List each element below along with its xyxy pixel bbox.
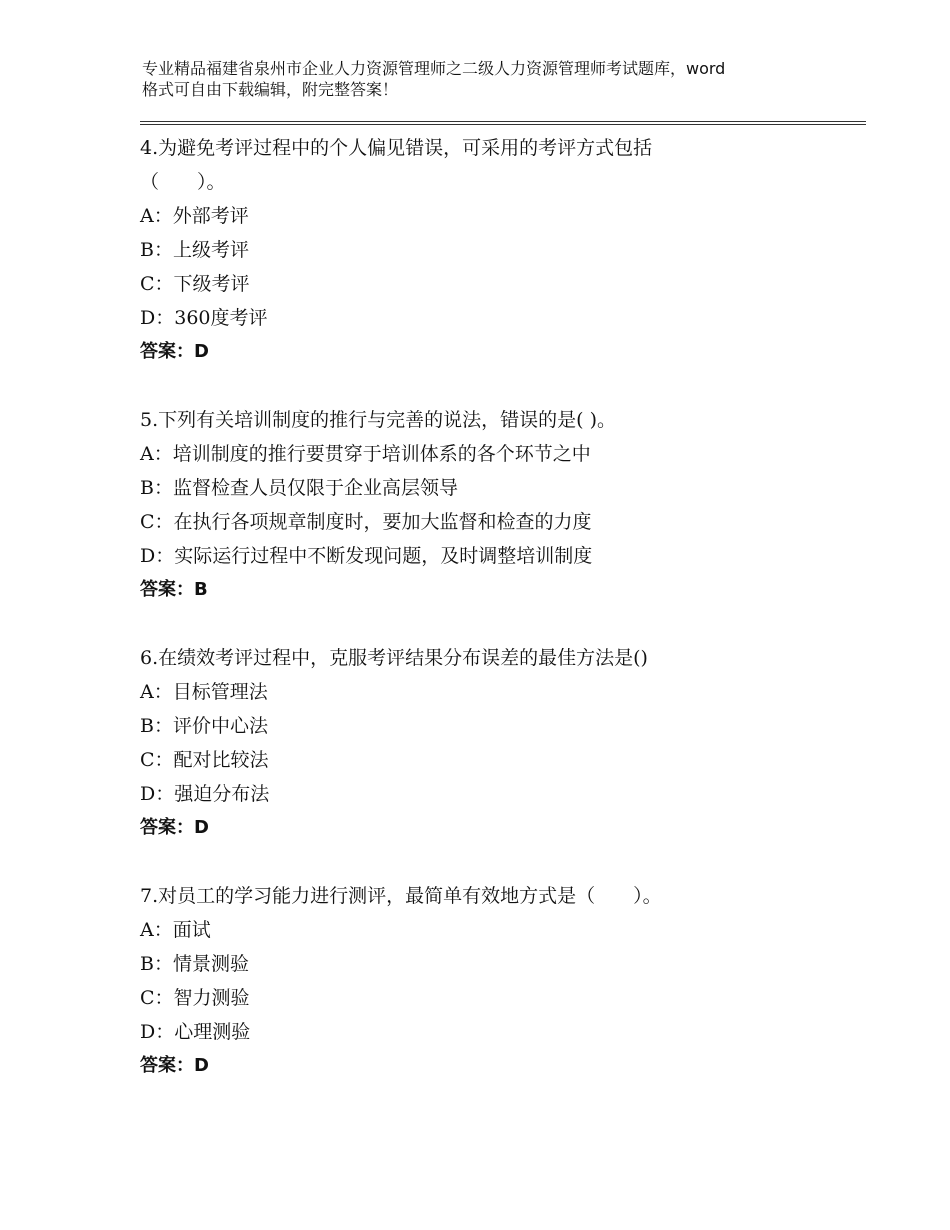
option-d: D：强迫分布法 — [140, 783, 270, 805]
option-c: C：智力测验 — [140, 987, 250, 1009]
option-b: B：情景测验 — [140, 953, 249, 975]
header-line-2: 格式可自由下载编辑，附完整答案！ — [142, 80, 399, 99]
option-a: A：目标管理法 — [140, 681, 268, 703]
question-6 — [140, 641, 860, 845]
question-stem-continued: （ ）。 — [140, 171, 226, 193]
option-d: D：心理测验 — [140, 1021, 251, 1043]
spacer — [140, 607, 860, 641]
question-4 — [140, 131, 860, 369]
answer-value: D — [194, 341, 209, 362]
question-5 — [140, 403, 860, 607]
header-divider-top — [140, 121, 866, 122]
option-a: A：外部考评 — [140, 205, 249, 227]
answer-label: 答案： — [140, 579, 194, 600]
question-list — [140, 131, 860, 1083]
option-b: B：评价中心法 — [140, 715, 268, 737]
question-stem: 6.在绩效考评过程中，克服考评结果分布误差的最佳方法是() — [140, 647, 648, 669]
answer-label: 答案： — [140, 341, 194, 362]
answer-line — [140, 335, 860, 369]
question-stem: 7.对员工的学习能力进行测评，最简单有效地方式是（ ）。 — [140, 885, 662, 907]
answer-line — [140, 573, 860, 607]
option-b: B：监督检查人员仅限于企业高层领导 — [140, 477, 458, 499]
header-line-1: 专业精品福建省泉州市企业人力资源管理师之二级人力资源管理师考试题库，word — [142, 59, 726, 78]
question-stem: 4.为避免考评过程中的个人偏见错误，可采用的考评方式包括 — [140, 137, 653, 159]
option-d: D：实际运行过程中不断发现问题，及时调整培训制度 — [140, 545, 593, 567]
answer-label: 答案： — [140, 817, 194, 838]
question-stem: 5.下列有关培训制度的推行与完善的说法，错误的是( )。 — [140, 409, 616, 431]
header-divider-bottom — [140, 124, 866, 125]
option-c: C：配对比较法 — [140, 749, 269, 771]
answer-line — [140, 811, 860, 845]
option-a: A：面试 — [140, 919, 211, 941]
option-c: C：在执行各项规章制度时，要加大监督和检查的力度 — [140, 511, 592, 533]
spacer — [140, 845, 860, 879]
option-c: C：下级考评 — [140, 273, 250, 295]
option-b: B：上级考评 — [140, 239, 249, 261]
answer-value: D — [194, 817, 209, 838]
answer-line — [140, 1049, 860, 1083]
answer-label: 答案： — [140, 1055, 194, 1076]
option-a: A：培训制度的推行要贯穿于培训体系的各个环节之中 — [140, 443, 591, 465]
question-7 — [140, 879, 860, 1083]
answer-value: B — [194, 579, 208, 600]
option-d: D：360度考评 — [140, 307, 268, 329]
answer-value: D — [194, 1055, 209, 1076]
document-header — [142, 58, 832, 100]
spacer — [140, 369, 860, 403]
